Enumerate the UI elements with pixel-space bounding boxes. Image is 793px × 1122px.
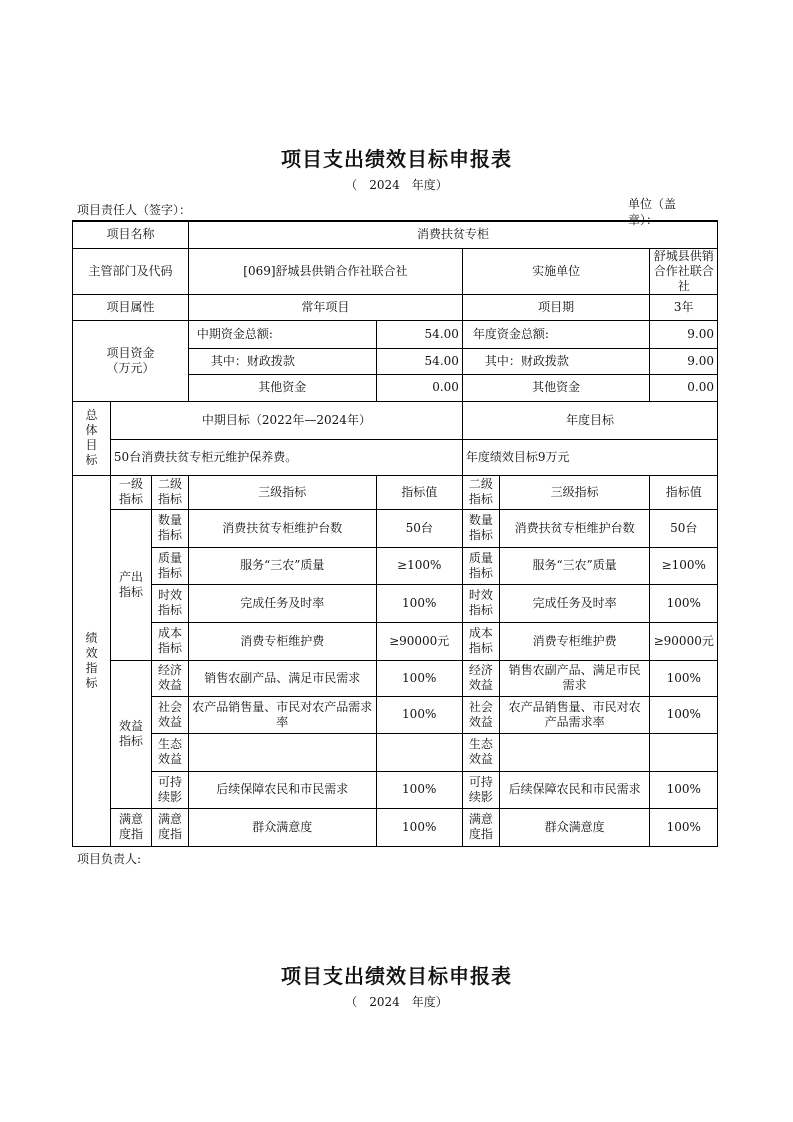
project-name-label: 项目名称 xyxy=(73,221,189,248)
header-level2-year: 二级指标 xyxy=(462,475,499,509)
row-level2: 成本指标 xyxy=(152,622,189,660)
row-value-year: 100% xyxy=(650,696,718,733)
row-level2: 时效指标 xyxy=(152,584,189,622)
row-level3-year: 服务“三农”质量 xyxy=(499,547,650,584)
row-level3-year: 群众满意度 xyxy=(499,808,650,846)
row-level3-year: 消费专柜维护费 xyxy=(499,622,650,660)
satisfaction-indicator-label: 满意度指 xyxy=(110,808,151,846)
row-value-year: 100% xyxy=(650,584,718,622)
footer-responsible: 项目负责人: xyxy=(77,852,142,866)
header-level3-year: 三级指标 xyxy=(499,475,650,509)
row-level2-year: 可持续影 xyxy=(462,771,499,808)
row-level2-year: 经济效益 xyxy=(462,660,499,696)
row-level3-year: 销售农副产品、满足市民需求 xyxy=(499,660,650,696)
row-level2: 质量指标 xyxy=(152,547,189,584)
mid-fiscal-value: 54.00 xyxy=(376,348,462,374)
row-level3: 农产品销售量、市民对农产品需求率 xyxy=(188,696,376,733)
mid-goal-text: 50台消费扶贫专柜元维护保养费。 xyxy=(110,439,462,475)
header-value: 指标值 xyxy=(376,475,462,509)
row-level3: 销售农副产品、满足市民需求 xyxy=(188,660,376,696)
row-level2: 生态效益 xyxy=(152,733,189,771)
row-level3-year: 完成任务及时率 xyxy=(499,584,650,622)
row-value: ≥100% xyxy=(376,547,462,584)
row-level2-year: 生态效益 xyxy=(462,733,499,771)
overall-goal-label: 总体目标 xyxy=(73,401,111,475)
period-label: 项目期 xyxy=(462,294,650,320)
header-value-year: 指标值 xyxy=(650,475,718,509)
row-value-year: 100% xyxy=(650,808,718,846)
row-value-year: ≥100% xyxy=(650,547,718,584)
year-total-label: 年度资金总额: xyxy=(462,320,650,348)
row-value-year: 100% xyxy=(650,771,718,808)
row-level3: 群众满意度 xyxy=(188,808,376,846)
row-level3: 完成任务及时率 xyxy=(188,584,376,622)
row-value: 100% xyxy=(376,696,462,733)
period-value: 3年 xyxy=(650,294,718,320)
year-goal-header: 年度目标 xyxy=(462,401,717,439)
row-level2: 数量指标 xyxy=(152,509,189,547)
year-goal-text: 年度绩效目标9万元 xyxy=(462,439,717,475)
row-level3: 消费专柜维护费 xyxy=(188,622,376,660)
row-level3: 后续保障农民和市民需求 xyxy=(188,771,376,808)
unit-label: 单位（盖章）： xyxy=(628,197,677,227)
row-level2-year: 时效指标 xyxy=(462,584,499,622)
year-fiscal-value: 9.00 xyxy=(650,348,718,374)
page-title: 项目支出绩效目标申报表 xyxy=(281,147,512,171)
row-value: 50台 xyxy=(376,509,462,547)
indicators-label: 绩效指标 xyxy=(73,475,111,846)
mid-fiscal-label: 其中：财政拨款 xyxy=(188,348,376,374)
row-value-year: 50台 xyxy=(650,509,718,547)
year-other-value: 0.00 xyxy=(650,374,718,401)
row-level3-year: 消费扶贫专柜维护台数 xyxy=(499,509,650,547)
row-value: ≥90000元 xyxy=(376,622,462,660)
row-level3: 消费扶贫专柜维护台数 xyxy=(188,509,376,547)
attr-label: 项目属性 xyxy=(73,294,189,320)
row-level2-year: 社会效益 xyxy=(462,696,499,733)
row-level3-year: 后续保障农民和市民需求 xyxy=(499,771,650,808)
dept-value: [069]舒城县供销合作社联合社 xyxy=(188,248,462,294)
mid-goal-header: 中期目标（2022年—2024年） xyxy=(110,401,462,439)
header-level2: 二级指标 xyxy=(152,475,189,509)
row-value: 100% xyxy=(376,584,462,622)
row-value-year: 100% xyxy=(650,660,718,696)
year-line-2: （ 2024 年度） xyxy=(345,995,448,1009)
year-total-value: 9.00 xyxy=(650,320,718,348)
mid-total-value: 54.00 xyxy=(376,320,462,348)
responsible-label: 项目责任人（签字）： xyxy=(77,203,192,217)
performance-form-table xyxy=(72,220,718,847)
attr-value: 常年项目 xyxy=(188,294,462,320)
row-level2-year: 数量指标 xyxy=(462,509,499,547)
header-level1: 一级指标 xyxy=(110,475,151,509)
dept-label: 主管部门及代码 xyxy=(73,248,189,294)
impl-label: 实施单位 xyxy=(462,248,650,294)
row-value: 100% xyxy=(376,660,462,696)
row-level2: 社会效益 xyxy=(152,696,189,733)
row-level3: 服务“三农”质量 xyxy=(188,547,376,584)
row-level3 xyxy=(188,733,376,771)
year-other-label: 其他资金 xyxy=(462,374,650,401)
row-level3-year xyxy=(499,733,650,771)
row-level2: 经济效益 xyxy=(152,660,189,696)
row-level2: 可持续影 xyxy=(152,771,189,808)
benefit-indicator-label: 效益指标 xyxy=(110,660,151,808)
page-title-2: 项目支出绩效目标申报表 xyxy=(281,964,512,988)
row-value xyxy=(376,733,462,771)
funds-label: 项目资金（万元） xyxy=(73,320,189,401)
header-level3: 三级指标 xyxy=(188,475,376,509)
row-level2-year: 质量指标 xyxy=(462,547,499,584)
row-level3-year: 农产品销售量、市民对农产品需求率 xyxy=(499,696,650,733)
row-level2-year: 成本指标 xyxy=(462,622,499,660)
mid-other-label: 其他资金 xyxy=(188,374,376,401)
row-value-year: ≥90000元 xyxy=(650,622,718,660)
mid-other-value: 0.00 xyxy=(376,374,462,401)
year-fiscal-label: 其中：财政拨款 xyxy=(462,348,650,374)
row-level2-year: 满意度指 xyxy=(462,808,499,846)
year-line: （ 2024 年度） xyxy=(345,178,448,192)
project-name-value: 消费扶贫专柜 xyxy=(188,221,717,248)
row-value: 100% xyxy=(376,771,462,808)
mid-total-label: 中期资金总额: xyxy=(188,320,376,348)
row-level2: 满意度指 xyxy=(152,808,189,846)
row-value-year xyxy=(650,733,718,771)
output-indicator-label: 产出指标 xyxy=(110,509,151,660)
row-value: 100% xyxy=(376,808,462,846)
impl-value: 舒城县供销合作社联合社 xyxy=(650,248,718,294)
